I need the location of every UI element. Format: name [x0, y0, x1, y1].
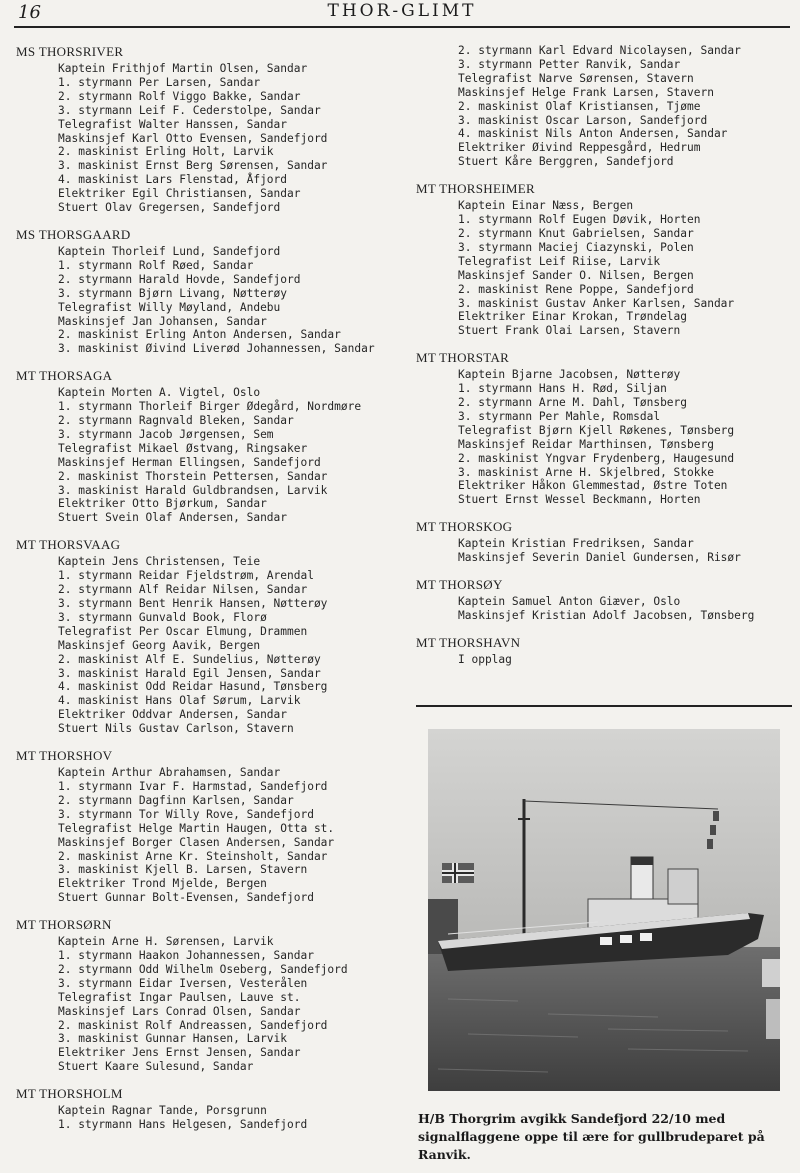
crew-member: 2. styrmann Harald Hovde, Sandefjord [58, 272, 301, 286]
crew-member: 2. styrmann Rolf Viggo Bakke, Sandar [58, 89, 301, 103]
norway-flag-icon [442, 863, 474, 883]
crew-member: Maskinsjef Karl Otto Evensen, Sandefjord [58, 131, 328, 145]
crew-member: 1. styrmann Rolf Røed, Sandar [58, 258, 254, 272]
ship-section-mt-thors-y [416, 577, 796, 623]
crew-member: Kaptein Frithjof Martin Olsen, Sandar [58, 62, 308, 75]
crew-member: 3. maskinist Harald Egil Jensen, Sandar [58, 666, 321, 680]
right-column [416, 44, 796, 679]
ship-name: MT THORSØY [416, 577, 503, 593]
crew-member: Telegrafist Leif Riise, Larvik [458, 254, 661, 268]
crew-member: Kaptein Ragnar Tande, Porsgrunn [58, 1104, 267, 1118]
crew-member: Elektriker Håkon Glemmestad, Østre Toten [458, 479, 728, 493]
crew-member: 1. styrmann Rolf Eugen Døvik, Horten [458, 213, 701, 227]
crew-member: 2. maskinist Alf E. Sundelius, Nøtterøy [58, 652, 321, 666]
crew-member: 2. maskinist Yngvar Frydenberg, Haugesund [458, 451, 735, 465]
crew-member: Kaptein Bjarne Jacobsen, Nøtterøy [458, 368, 681, 382]
crew-member: Elektriker Trond Mjelde, Bergen [58, 877, 267, 891]
crew-member: Elektriker Egil Christiansen, Sandar [58, 187, 301, 201]
crew-member: 3. styrmann Per Mahle, Romsdal [458, 409, 661, 423]
ship-section-mt-thorshov [16, 748, 396, 905]
crew-member: Kaptein Arthur Abrahamsen, Sandar [58, 766, 281, 780]
ship-section-mt-thorsholm [16, 1086, 396, 1132]
crew-member: 3. styrmann Eidar Iversen, Vesterålen [58, 976, 308, 990]
crew-member: 3. styrmann Petter Ranvik, Sandar [458, 57, 681, 71]
page-number: 16 [18, 2, 41, 23]
ship-section-mt-thorstar [416, 350, 796, 507]
crew-member: Maskinsjef Helge Frank Larsen, Stavern [458, 85, 714, 99]
crew-member: 2. maskinist Erling Anton Andersen, Sandar [58, 328, 341, 342]
crew-member: 3. styrmann Jacob Jørgensen, Sem [58, 427, 274, 441]
crew-member: 3. maskinist Gunnar Hansen, Larvik [58, 1032, 288, 1046]
thorsholm-continuation [416, 44, 796, 169]
page-header [14, 0, 790, 28]
ship-section-mt-thorsvaag [16, 537, 396, 736]
crew-member: 3. maskinist Harald Guldbrandsen, Larvik [58, 483, 328, 497]
crew-member: Kaptein Samuel Anton Giæver, Oslo [458, 595, 681, 609]
crew-member: 1. styrmann Haakon Johannessen, Sandar [58, 949, 314, 963]
crew-member: Telegrafist Ingar Paulsen, Lauve st. [58, 990, 301, 1004]
ship-name: MT THORSHOV [16, 748, 113, 764]
ship-name: MT THORSHEIMER [416, 181, 535, 197]
crew-member: Maskinsjef Reidar Marthinsen, Tønsberg [458, 437, 714, 451]
crew-member: 2. styrmann Dagfinn Karlsen, Sandar [58, 793, 294, 807]
crew-member: Elektriker Otto Bjørkum, Sandar [58, 497, 267, 511]
crew-member: I opplag [458, 652, 512, 666]
crew-member: 1. styrmann Ivar F. Harmstad, Sandefjord [58, 779, 328, 793]
crew-member: 2. maskinist Olaf Kristiansen, Tjøme [458, 99, 701, 113]
crew-member: 3. maskinist Kjell B. Larsen, Stavern [58, 863, 308, 877]
crew-member: 2. styrmann Arne M. Dahl, Tønsberg [458, 396, 688, 410]
ship-name: MS THORSGAARD [16, 226, 131, 242]
crew-member: 3. styrmann Leif F. Cederstolpe, Sandar [58, 103, 321, 117]
ship-name: MT THORSVAAG [16, 537, 121, 553]
crew-member: 2. styrmann Ragnvald Bleken, Sandar [58, 414, 294, 428]
crew-member: 3. styrmann Gunvald Book, Florø [58, 610, 267, 624]
ship-name: MS THORSRIVER [16, 44, 124, 59]
crew-member: 2. styrmann Karl Edvard Nicolaysen, Sandar [458, 44, 741, 57]
ship-name: MT THORSKOG [416, 519, 513, 535]
ship-illustration [428, 729, 780, 1091]
crew-member: Maskinsjef Borger Clasen Andersen, Sandar [58, 835, 335, 849]
ship-section-ms-thorsriver [16, 44, 396, 215]
crew-member: 2. styrmann Alf Reidar Nilsen, Sandar [58, 583, 308, 597]
crew-member: Maskinsjef Severin Daniel Gundersen, Risør [458, 551, 741, 565]
ship-section-mt-thorshavn [416, 635, 796, 667]
crew-member: 1. styrmann Hans H. Rød, Siljan [458, 382, 667, 396]
crew-member: 2. styrmann Odd Wilhelm Oseberg, Sandefjord [58, 962, 348, 976]
crew-member: Telegrafist Mikael Østvang, Ringsaker [58, 441, 308, 455]
crew-member: Kaptein Jens Christensen, Teie [58, 555, 261, 569]
crew-member: Telegrafist Walter Hanssen, Sandar [58, 117, 288, 131]
crew-member: 1. styrmann Reidar Fjeldstrøm, Arendal [58, 569, 314, 583]
crew-member: 2. maskinist Rolf Andreassen, Sandefjord [58, 1018, 328, 1032]
left-column [16, 44, 396, 1144]
magazine-title: THOR-GLIMT [327, 1, 477, 21]
crew-member: Elektriker Oddvar Andersen, Sandar [58, 708, 288, 722]
crew-member: Stuert Svein Olaf Andersen, Sandar [58, 511, 288, 525]
ship-name: MT THORSTAR [416, 350, 510, 366]
crew-member: 2. maskinist Arne Kr. Steinsholt, Sandar [58, 849, 328, 863]
ship-section-mt-thorskog [416, 519, 796, 565]
crew-member: Stuert Olav Gregersen, Sandefjord [58, 201, 281, 215]
crew-member: Telegrafist Willy Møyland, Andebu [58, 300, 281, 314]
photo-caption: H/B Thorgrim avgikk Sandefjord 22/10 med signalflaggene oppe til ære for gullbrudeparet på Ranvik. [418, 1111, 765, 1162]
ship-photo [428, 729, 780, 1091]
crew-member: 4. maskinist Hans Olaf Sørum, Larvik [58, 694, 301, 708]
crew-member: Telegrafist Narve Sørensen, Stavern [458, 71, 694, 85]
ship-name: MT THORSHOLM [16, 1086, 123, 1102]
crew-member: Maskinsjef Jan Johansen, Sandar [58, 314, 267, 328]
crew-member: Elektriker Øivind Reppesgård, Hedrum [458, 141, 701, 155]
crew-member: Kaptein Arne H. Sørensen, Larvik [58, 935, 274, 949]
ship-section-mt-thorsheimer [416, 181, 796, 338]
crew-member: Telegrafist Bjørn Kjell Røkenes, Tønsberg [458, 423, 735, 437]
crew-member: 2. maskinist Erling Holt, Larvik [58, 145, 274, 159]
crew-member: Maskinsjef Sander O. Nilsen, Bergen [458, 268, 694, 282]
crew-member: 2. maskinist Thorstein Pettersen, Sandar [58, 469, 328, 483]
crew-member: 1. styrmann Per Larsen, Sandar [58, 75, 261, 89]
crew-member: 2. maskinist Rene Poppe, Sandefjord [458, 282, 694, 296]
crew-member: Kaptein Kristian Fredriksen, Sandar [458, 537, 694, 551]
crew-member: 4. maskinist Lars Flenstad, Åfjord [58, 173, 288, 187]
crew-member: Maskinsjef Lars Conrad Olsen, Sandar [58, 1004, 301, 1018]
crew-member: 3. maskinist Gustav Anker Karlsen, Sandar [458, 296, 735, 310]
crew-member: Stuert Frank Olai Larsen, Stavern [458, 324, 681, 338]
crew-member: Elektriker Einar Krokan, Trøndelag [458, 310, 688, 324]
crew-member: Stuert Gunnar Bolt-Evensen, Sandefjord [58, 891, 314, 905]
crew-member: 3. maskinist Arne H. Skjelbred, Stokke [458, 465, 714, 479]
crew-member: Kaptein Thorleif Lund, Sandefjord [58, 244, 281, 258]
crew-member: Stuert Ernst Wessel Beckmann, Horten [458, 493, 701, 507]
crew-member: Stuert Kåre Berggren, Sandefjord [458, 155, 674, 169]
crew-member: 3. styrmann Bent Henrik Hansen, Nøtterøy [58, 597, 328, 610]
right-ship-list [416, 181, 796, 667]
ship-section-ms-thorsgaard [16, 227, 396, 356]
ship-name: MT THORSAGA [16, 368, 113, 384]
crew-member: Telegrafist Helge Martin Haugen, Otta st. [58, 821, 335, 835]
crew-member: 4. maskinist Odd Reidar Hasund, Tønsberg [58, 680, 328, 694]
ship-section-mt-thorsaga [16, 368, 396, 525]
ship-name: MT THORSHAVN [416, 634, 521, 650]
crew-member: Kaptein Morten A. Vigtel, Oslo [58, 386, 261, 400]
crew-member: Maskinsjef Georg Aavik, Bergen [58, 638, 261, 652]
crew-member: Maskinsjef Herman Ellingsen, Sandefjord [58, 455, 321, 469]
divider-rule [416, 705, 792, 707]
crew-member: 3. maskinist Oscar Larson, Sandefjord [458, 113, 708, 127]
crew-member: Elektriker Jens Ernst Jensen, Sandar [58, 1046, 301, 1060]
crew-member: 3. maskinist Øivind Liverød Johannessen, Sandar [58, 342, 375, 356]
crew-member: Stuert Nils Gustav Carlson, Stavern [58, 722, 294, 736]
crew-member: 2. styrmann Knut Gabrielsen, Sandar [458, 226, 694, 240]
crew-member: 3. styrmann Maciej Ciazynski, Polen [458, 240, 694, 254]
crew-member: 1. styrmann Thorleif Birger Ødegård, Nordmøre [58, 400, 362, 414]
crew-member: 1. styrmann Hans Helgesen, Sandefjord [58, 1118, 308, 1132]
crew-member: Stuert Kaare Sulesund, Sandar [58, 1060, 254, 1074]
ship-name: MT THORSØRN [16, 917, 112, 933]
crew-member: 3. maskinist Ernst Berg Sørensen, Sandar [58, 159, 328, 173]
crew-member: Telegrafist Per Oscar Elmung, Drammen [58, 624, 308, 638]
crew-member: 4. maskinist Nils Anton Andersen, Sandar [458, 127, 728, 141]
crew-member: 3. styrmann Bjørn Livang, Nøtterøy [58, 286, 288, 300]
ship-section-mt-thors-rn [16, 917, 396, 1074]
crew-member: Maskinsjef Kristian Adolf Jacobsen, Tønsberg [458, 609, 755, 622]
crew-member: 3. styrmann Tor Willy Rove, Sandefjord [58, 807, 314, 821]
crew-member: Kaptein Einar Næss, Bergen [458, 199, 634, 213]
